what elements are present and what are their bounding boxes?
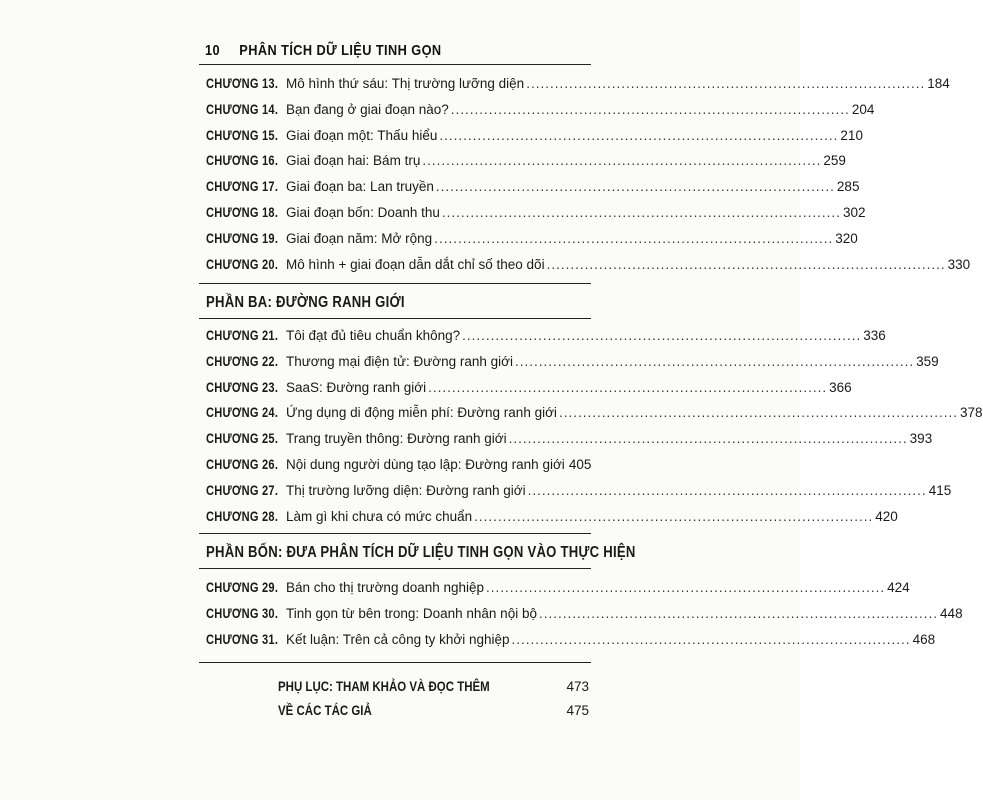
toc-entry xyxy=(206,230,858,255)
page-number: 320 xyxy=(835,230,858,246)
dot-leader: .................................................................................... xyxy=(428,379,828,395)
appendix-entry xyxy=(278,702,589,724)
chapter-title: Giai đoạn một: Thấu hiểu xyxy=(286,127,438,143)
toc-entry xyxy=(206,256,971,281)
chapter-title: Mô hình thứ sáu: Thị trường lưỡng diện xyxy=(286,76,525,91)
chapter-label: CHƯƠNG 30. xyxy=(206,605,279,621)
page-number: 366 xyxy=(829,379,852,395)
toc-entry xyxy=(206,76,950,100)
chapter-label: CHƯƠNG 16. xyxy=(206,153,279,169)
toc-entry xyxy=(206,580,910,604)
dot-leader: .................................................................................... xyxy=(538,605,939,621)
dot-leader: .................................................................................... xyxy=(441,205,841,220)
page-number: 415 xyxy=(928,482,952,498)
dot-leader: .................................................................................... xyxy=(474,508,874,524)
chapter-title: Kết luận: Trên cả công ty khởi nghiệp xyxy=(286,631,510,647)
dot-leader: .................................................................................... xyxy=(508,431,908,447)
running-title: PHÂN TÍCH DỮ LIỆU TINH GỌN xyxy=(239,42,442,59)
page-number: 259 xyxy=(823,153,846,169)
toc-entry xyxy=(206,205,866,229)
chapter-title: Ứng dụng di động miễn phí: Đường ranh giới xyxy=(286,405,557,421)
dot-leader: .................................................................................... xyxy=(439,127,839,143)
page-number: 10 xyxy=(205,42,221,59)
section-rule-top xyxy=(199,283,591,284)
page-number: 359 xyxy=(916,353,939,369)
chapter-title: Làm gì khi chưa có mức chuẩn xyxy=(286,508,473,524)
chapter-label: CHƯƠNG 25. xyxy=(206,431,279,447)
toc-entry xyxy=(206,482,952,507)
chapter-title: Trang truyền thông: Đường ranh giới xyxy=(286,431,507,447)
toc-entry xyxy=(206,101,875,126)
page-number: 184 xyxy=(927,76,950,91)
chapter-title: Giai đoạn bốn: Doanh thu xyxy=(286,205,440,220)
chapter-label: CHƯƠNG 31. xyxy=(206,631,279,647)
page-number: 473 xyxy=(566,679,589,694)
toc-entry xyxy=(206,508,898,533)
chapter-title: Bạn đang ở giai đoạn nào? xyxy=(286,101,449,117)
dot-leader: .................................................................................... xyxy=(511,631,911,647)
toc-entry xyxy=(206,605,963,630)
chapter-label: CHƯƠNG 13. xyxy=(206,76,279,91)
toc-entry xyxy=(206,328,886,352)
page-number: 448 xyxy=(940,605,963,621)
section-rule-bottom xyxy=(199,568,591,569)
chapter-label: CHƯƠNG 26. xyxy=(206,457,279,472)
dot-leader: .................................................................................... xyxy=(450,101,850,117)
chapter-label: CHƯƠNG 14. xyxy=(206,101,279,117)
page-number: 210 xyxy=(840,127,863,143)
page-header xyxy=(205,42,442,59)
chapter-label: CHƯƠNG 21. xyxy=(206,328,279,343)
chapter-label: CHƯƠNG 18. xyxy=(206,205,279,220)
dot-leader: .................................................................................... xyxy=(526,76,926,91)
page-number: 393 xyxy=(909,431,933,447)
section-rule-bottom xyxy=(199,318,591,319)
dot-leader: .................................................................................... xyxy=(422,153,822,169)
toc-entry xyxy=(206,457,592,481)
page-number: 336 xyxy=(863,328,886,343)
page-number: 424 xyxy=(887,580,910,595)
toc-entry xyxy=(206,353,939,378)
chapter-title: Giai đoạn hai: Bám trụ xyxy=(286,153,421,169)
chapter-label: CHƯƠNG 20. xyxy=(206,256,279,272)
section-rule-top xyxy=(199,533,591,534)
toc-entry xyxy=(206,127,863,152)
appendix-title: VỀ CÁC TÁC GIẢ xyxy=(278,702,372,718)
page-number: 285 xyxy=(836,179,860,195)
part4-heading: PHẦN BỐN: ĐƯA PHÂN TÍCH DỮ LIỆU TINH GỌN VÀO THỰC HIỆN xyxy=(206,544,636,561)
chapter-label: CHƯƠNG 24. xyxy=(206,405,279,421)
chapter-label: CHƯƠNG 17. xyxy=(206,179,279,195)
chapter-title: Giai đoạn năm: Mở rộng xyxy=(286,230,433,246)
chapter-label: CHƯƠNG 22. xyxy=(206,353,279,369)
chapter-title: Thị trường lưỡng diện: Đường ranh giới xyxy=(286,482,526,498)
page-number: 420 xyxy=(875,508,898,524)
page-number: 330 xyxy=(947,256,971,272)
toc-entry xyxy=(206,179,860,203)
chapter-label: CHƯƠNG 27. xyxy=(206,482,279,498)
chapter-title: Giai đoạn ba: Lan truyền xyxy=(286,179,434,195)
toc-entry xyxy=(206,405,983,429)
chapter-title: Thương mại điện tử: Đường ranh giới xyxy=(286,353,514,369)
dot-leader: .................................................................................... xyxy=(434,230,834,246)
toc-entry xyxy=(206,379,852,404)
chapter-label: CHƯƠNG 19. xyxy=(206,230,279,246)
appendix-entry xyxy=(278,678,589,700)
chapter-title: Tôi đạt đủ tiêu chuẩn không? xyxy=(286,328,461,343)
page-number: 405 xyxy=(568,457,592,472)
toc-entry xyxy=(206,431,933,455)
chapter-label: CHƯƠNG 28. xyxy=(206,508,279,524)
chapter-title: Nội dung người dùng tạo lập: Đường ranh giới xyxy=(286,457,565,472)
dot-leader: .................................................................................... xyxy=(558,405,958,421)
chapter-title: Mô hình + giai đoạn dẫn dắt chỉ số theo dõi xyxy=(286,256,545,272)
header-rule xyxy=(199,64,591,65)
chapter-title: SaaS: Đường ranh giới xyxy=(286,379,427,395)
page-number: 378 xyxy=(960,405,983,421)
chapter-label: CHƯƠNG 23. xyxy=(206,379,279,395)
dot-leader: .................................................................................... xyxy=(527,482,927,498)
chapter-label: CHƯƠNG 15. xyxy=(206,127,279,143)
appendix-title: PHỤ LỤC: THAM KHẢO VÀ ĐỌC THÊM xyxy=(278,678,490,694)
dot-leader: .................................................................................... xyxy=(546,256,946,272)
chapter-title: Bán cho thị trường doanh nghiệp xyxy=(286,580,485,595)
chapter-title: Tinh gọn từ bên trong: Doanh nhân nội bộ xyxy=(286,605,537,621)
dot-leader: .................................................................................... xyxy=(515,353,915,369)
dot-leader: .................................................................................... xyxy=(435,179,835,195)
dot-leader: .................................................................................... xyxy=(486,580,886,595)
page-number: 204 xyxy=(851,101,875,117)
section-rule xyxy=(199,662,591,663)
page-number: 302 xyxy=(842,205,866,220)
page-number: 475 xyxy=(566,703,589,718)
toc-entry xyxy=(206,153,846,177)
toc-entry xyxy=(206,631,936,656)
chapter-label: CHƯƠNG 29. xyxy=(206,580,279,595)
dot-leader: .................................................................................... xyxy=(462,328,862,343)
page-number: 468 xyxy=(912,631,936,647)
part3-heading: PHẦN BA: ĐƯỜNG RANH GIỚI xyxy=(206,294,405,311)
